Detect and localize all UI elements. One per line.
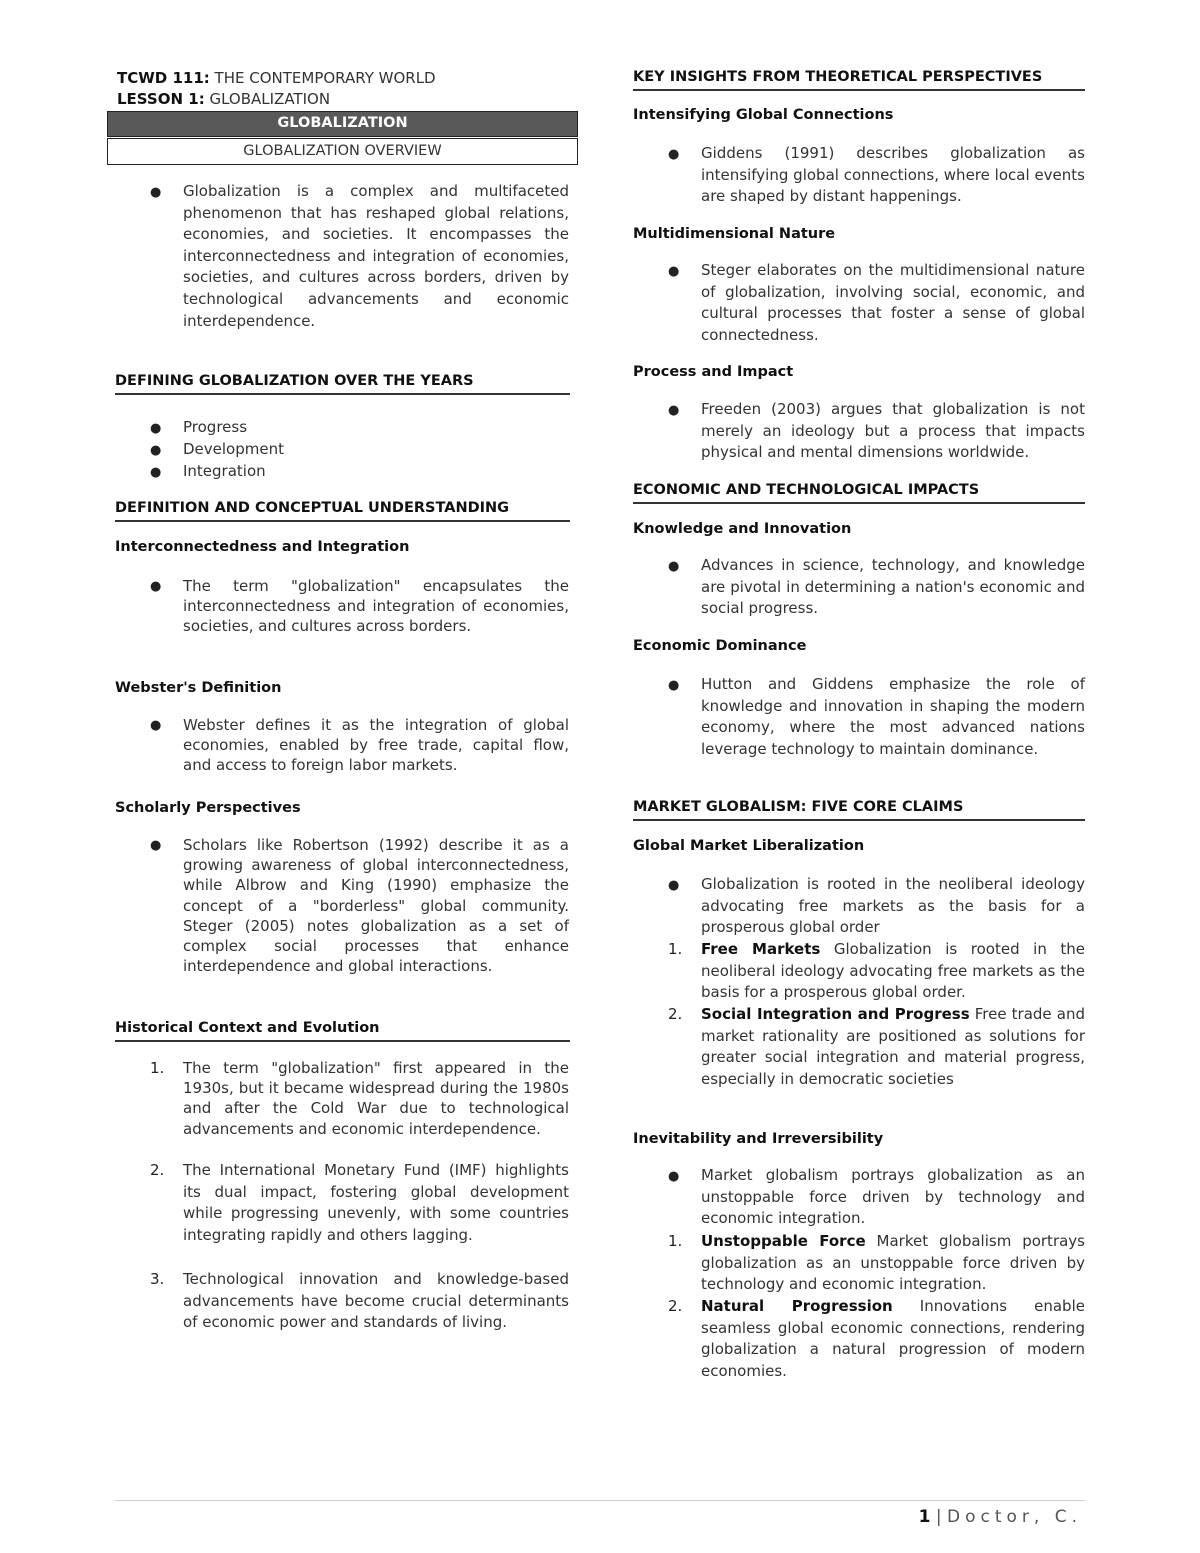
inevitability-item-1 (701, 1231, 1085, 1296)
bullet-icon: ● (668, 678, 680, 693)
item-text: Innovations enable seamless global economic connections, rendering globalization a natural progression of modern economies. (701, 1297, 1085, 1380)
item-text: Free trade and market rationality are positioned as solutions for greater social integration and material progress, especially in democratic societies (701, 1005, 1085, 1088)
subheading-scholarly: Scholarly Perspectives (115, 800, 301, 816)
subheading-multidimensional: Multidimensional Nature (633, 226, 836, 242)
list-item: Progress (183, 418, 248, 436)
bullet-icon: ● (150, 579, 162, 594)
lesson-title (117, 89, 330, 109)
bullet-icon: ● (668, 403, 680, 418)
course-title (117, 68, 436, 88)
webster-text: Webster defines it as the integration of global economies, enabled by free trade, capital flow, and access to foreign labor markets. (183, 716, 569, 775)
bullet-icon: ● (668, 147, 680, 162)
lesson-name: GLOBALIZATION (204, 90, 331, 108)
bullet-icon: ● (150, 465, 162, 480)
knowledge-text: Advances in science, technology, and knowledge are pivotal in determining a nation's economic and social progress. (701, 556, 1085, 618)
historical-item-1: The term "globalization" first appeared in the 1930s, but it became widespread during the 1980s and after the Cold War due to technological advancements and economic interdependence. (183, 1059, 569, 1138)
list-number: 1. (668, 940, 683, 958)
item-label: Unstoppable Force (701, 1232, 866, 1250)
list-number: 3. (150, 1270, 165, 1288)
inevitability-item-2 (701, 1296, 1085, 1382)
historical-item-3: Technological innovation and knowledge-based advancements have become crucial determinants of economic power and standards of living. (183, 1270, 569, 1332)
list-number: 2. (668, 1297, 683, 1315)
liberalization-item-2 (701, 1004, 1085, 1090)
footer-divider (115, 1500, 1085, 1501)
list-item: Development (183, 440, 284, 458)
list-number: 2. (150, 1161, 165, 1179)
section-heading-insights: KEY INSIGHTS FROM THEORETICAL PERSPECTIVES (633, 68, 1085, 91)
multidimensional-text: Steger elaborates on the multidimensional nature of globalization, involving social, economic, and cultural processes that foster a sense of global connectedness. (701, 261, 1085, 344)
liberalization-text: Globalization is rooted in the neoliberal ideology advocating free markets as the basis for a prosperous global order (701, 875, 1085, 937)
bullet-icon: ● (668, 1169, 680, 1184)
bullet-icon: ● (668, 878, 680, 893)
subheading-process: Process and Impact (633, 364, 794, 380)
subheading-webster: Webster's Definition (115, 680, 282, 696)
historical-item-2: The International Monetary Fund (IMF) highlights its dual impact, fostering global development while progressing unevenly, with some countries integrating rapidly and others lagging. (183, 1161, 569, 1244)
footer-author: Doctor, C. (947, 1507, 1082, 1527)
bullet-icon: ● (150, 718, 162, 733)
list-number: 1. (668, 1232, 683, 1250)
item-label: Free Markets (701, 940, 821, 958)
bullet-icon: ● (668, 559, 680, 574)
subheading-intensifying: Intensifying Global Connections (633, 107, 894, 123)
item-label: Social Integration and Progress (701, 1005, 970, 1023)
section-heading-economic: ECONOMIC AND TECHNOLOGICAL IMPACTS (633, 481, 1085, 504)
liberalization-item-1 (701, 939, 1085, 1004)
subheading-knowledge: Knowledge and Innovation (633, 521, 852, 537)
item-text: Market globalism portrays globalization as an unstoppable force driven by technology and economic integration. (701, 1232, 1085, 1294)
bullet-icon: ● (150, 421, 162, 436)
banner-title: GLOBALIZATION (107, 111, 578, 137)
footer (919, 1507, 1082, 1527)
bullet-icon: ● (668, 264, 680, 279)
page-number: 1 (918, 1507, 931, 1527)
inevitability-text: Market globalism portrays globalization as an unstoppable force driven by technology and economic integration. (701, 1166, 1085, 1228)
dominance-text: Hutton and Giddens emphasize the role of knowledge and innovation in shaping the modern economy, where the most advanced nations leverage technology to maintain dominance. (701, 675, 1085, 758)
course-code: TCWD 111: (117, 69, 210, 87)
list-number: 2. (668, 1005, 683, 1023)
overview-text: Globalization is a complex and multifaceted phenomenon that has reshaped global relations, economies, and societies. It encompasses the interconnectedness and integration of economies, societies, and cultures across borders, driven by technological advancements and economic interdependence. (183, 182, 569, 330)
footer-separator: | (930, 1507, 948, 1527)
section-heading-definition: DEFINITION AND CONCEPTUAL UNDERSTANDING (115, 499, 570, 522)
intensifying-text: Giddens (1991) describes globalization as intensifying global connections, where local events are shaped by distant happenings. (701, 144, 1085, 206)
subheading-liberalization: Global Market Liberalization (633, 838, 865, 854)
list-item: Integration (183, 462, 266, 480)
section-heading-defining: DEFINING GLOBALIZATION OVER THE YEARS (115, 372, 570, 395)
subheading-inevitability: Inevitability and Irreversibility (633, 1131, 884, 1147)
course-name: THE CONTEMPORARY WORLD (209, 69, 436, 87)
subheading-dominance: Economic Dominance (633, 638, 807, 654)
item-label: Natural Progression (701, 1297, 893, 1315)
item-text: Globalization is rooted in the neoliberal ideology advocating free markets as the basis for a prosperous global order. (701, 940, 1085, 1002)
banner-subtitle: GLOBALIZATION OVERVIEW (107, 138, 578, 165)
bullet-icon: ● (150, 838, 162, 853)
bullet-icon: ● (150, 185, 162, 200)
section-heading-market: MARKET GLOBALISM: FIVE CORE CLAIMS (633, 798, 1085, 821)
list-number: 1. (150, 1059, 165, 1077)
interconnectedness-text: The term "globalization" encapsulates the interconnectedness and integration of economies, societies, and cultures across borders. (183, 577, 569, 636)
process-text: Freeden (2003) argues that globalization is not merely an ideology but a process that impacts physical and mental dimensions worldwide. (701, 400, 1085, 462)
bullet-icon: ● (150, 443, 162, 458)
subheading-interconnectedness: Interconnectedness and Integration (115, 539, 410, 555)
subheading-historical: Historical Context and Evolution (115, 1019, 570, 1042)
lesson-code: LESSON 1: (117, 90, 205, 108)
scholarly-text: Scholars like Robertson (1992) describe it as a growing awareness of global interconnectedness, while Albrow and King (1990) emphasize the concept of a "borderless" global community. Steger (2005) notes globalization as a set of complex social processes that enhance interdependence and global interactions. (183, 836, 569, 976)
